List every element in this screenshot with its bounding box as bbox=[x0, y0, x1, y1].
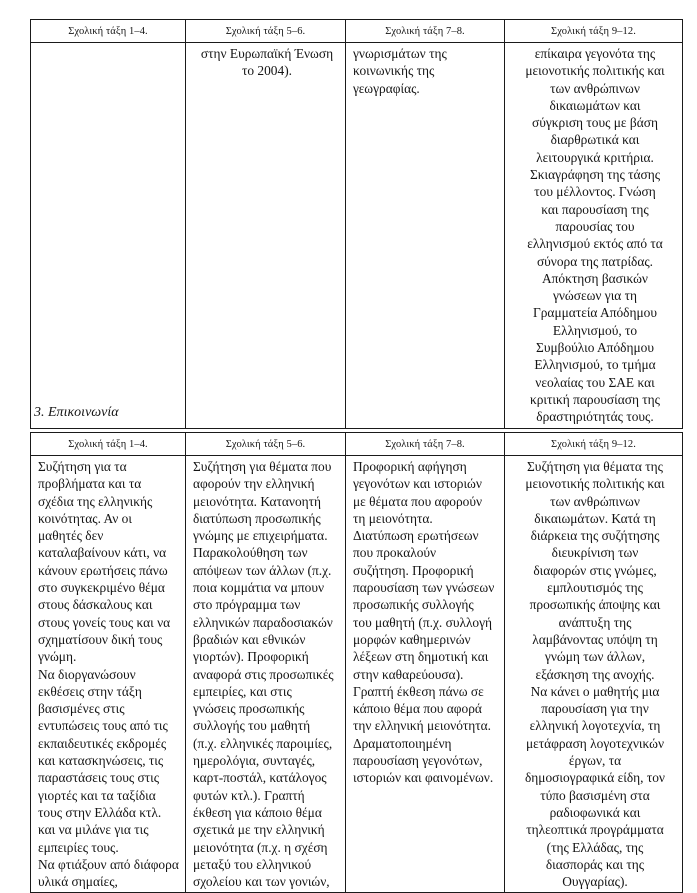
cell-line: του μέλλοντος. Γνώση bbox=[534, 184, 656, 200]
cell-line: συζήτηση. Προφορική bbox=[353, 562, 474, 578]
cell-line: διαρθρωτικά και bbox=[550, 132, 640, 148]
cell-line: δικαιωμάτων. Κατά τη bbox=[534, 510, 656, 526]
cell-line: σχέδια της ελληνικής bbox=[38, 493, 153, 509]
cell-line: δραστηριότητάς τους. bbox=[536, 409, 654, 425]
cell-line: γιορτές και τα ταξίδια bbox=[38, 787, 156, 803]
cell-line: μορφών καθημερινών bbox=[353, 631, 471, 647]
cell-line: εμπειρίες, και στις bbox=[193, 683, 292, 699]
cell-line: τύπο βασισμένη στα bbox=[540, 787, 650, 803]
cell-line: εμπλουτισμός της bbox=[547, 580, 643, 596]
cell-line: Συμβούλιο Απόδημου bbox=[536, 340, 654, 356]
column-header-grade-1-4: Σχολική τάξη 1–4. bbox=[31, 433, 186, 456]
cell-line: Να διοργανώσουν bbox=[38, 666, 136, 682]
cell-grade-9-12 bbox=[505, 456, 682, 892]
cell-line: απόψεων των άλλων (π.χ. bbox=[193, 562, 332, 578]
cell-line: δημοσιογραφικά είδη, τον bbox=[524, 770, 665, 786]
cell-line: που προκαλούν bbox=[353, 545, 437, 561]
cell-line: διατύπωση προσωπικής bbox=[193, 510, 321, 526]
cell-line: λαμβάνοντας υπόψη τη bbox=[532, 631, 658, 647]
cell-line: και παρουσίαση της bbox=[541, 201, 649, 217]
cell-line: εμπειρίες τους. bbox=[38, 839, 119, 855]
cell-line: εκπαιδευτικές εκδρομές bbox=[38, 735, 167, 751]
cell-line: στο πρόγραμμα των bbox=[193, 597, 301, 613]
cell-line: μαθητές δεν bbox=[38, 528, 104, 544]
cell-line: Σκιαγράφηση της τάσης bbox=[529, 167, 661, 183]
cell-line: Γραμματεία Απόδημου bbox=[533, 305, 657, 321]
cell-line: λέξεων στη δημοτική και bbox=[353, 649, 489, 665]
table-row bbox=[31, 43, 683, 429]
cell-line: ποια κομμάτια να μπουν bbox=[193, 580, 325, 596]
cell-line: φυτών κτλ.). Γραπτή bbox=[193, 787, 305, 803]
table-row bbox=[31, 456, 683, 893]
cell-line: και κατασκηνώσεις, τις bbox=[38, 753, 164, 769]
column-header-grade-9-12: Σχολική τάξη 9–12. bbox=[505, 20, 683, 43]
cell-grade-1-4 bbox=[31, 43, 185, 47]
cell-line: γνώμης με επιχειρήματα. bbox=[193, 528, 328, 544]
cell-line: μειονοτικής πολιτικής και bbox=[525, 476, 665, 492]
cell-line: γνωρισμάτων της bbox=[353, 46, 447, 61]
cell-line: εξάσκηση της ανοχής. bbox=[535, 666, 655, 682]
cell-line: ιστοριών και φαινομένων. bbox=[353, 770, 494, 786]
column-header-grade-5-6: Σχολική τάξη 5–6. bbox=[186, 433, 346, 456]
cell-grade-9-12 bbox=[505, 43, 682, 428]
cell-line: συλλογής του μαθητή bbox=[193, 718, 311, 734]
cell-line: τους στην Ελλάδα κτλ. bbox=[38, 804, 162, 820]
cell-line: των ανθρώπινων bbox=[550, 493, 640, 509]
cell-line: προσωπικής άποψης και bbox=[529, 597, 661, 613]
cell-line: γνώμη των άλλων, bbox=[544, 649, 646, 665]
cell-line: κοινωνικής της bbox=[353, 63, 435, 79]
cell-line: έκθεση για κάποιο θέμα bbox=[193, 804, 322, 820]
cell-line: μειονοτικής πολιτικής και bbox=[525, 63, 665, 79]
cell-line: μετάφραση λογοτεχνικών bbox=[525, 735, 665, 751]
cell-line: ανάπτυξη της bbox=[558, 614, 632, 630]
cell-line: τη μειονότητα. bbox=[353, 510, 433, 526]
cell-line: Δραματοποιημένη bbox=[353, 735, 452, 751]
cell-line: κριτική παρουσίαση της bbox=[530, 391, 660, 407]
cell-line: σχηματίσουν δική τους bbox=[38, 631, 163, 647]
cell-line: στους γονείς τους και να bbox=[38, 614, 171, 630]
cell-line: ημερολόγια, συνταγές, bbox=[193, 753, 316, 769]
cell-line: των ανθρώπινων bbox=[550, 80, 640, 96]
cell-line: μεταξύ του ελληνικού bbox=[193, 856, 312, 872]
cell-line: του μαθητή (π.χ. συλλογή bbox=[353, 614, 493, 630]
cell-line: γιορτών). Προφορική bbox=[193, 649, 309, 665]
cell-line: Γραπτή έκθεση πάνω σε bbox=[353, 683, 484, 699]
cell-line: μειονότητα. Κατανοητή bbox=[193, 493, 322, 509]
cell-line: Ουγγαρίας). bbox=[562, 874, 628, 890]
cell-line: καταλαβαίνουν κάτι, να bbox=[38, 545, 167, 561]
cell-line: σχετικά με την ελληνική bbox=[193, 822, 325, 838]
cell-line: παρουσίαση για την bbox=[541, 701, 649, 717]
cell-line: μειονότητα (π.χ. η σχέση bbox=[193, 839, 328, 855]
cell-line: σύγκριση τους με βάση bbox=[532, 115, 658, 131]
cell-line: αφορούν την ελληνική bbox=[193, 476, 315, 492]
cell-line: στους δάσκαλους και bbox=[38, 597, 153, 613]
cell-line: παραστάσεις τους στις bbox=[38, 770, 160, 786]
section-number: 3. bbox=[34, 405, 45, 420]
cell-line: παρουσίαση γεγονότων, bbox=[353, 753, 483, 769]
curriculum-table-continued bbox=[30, 19, 683, 429]
cell-line: την ελληνική μειονότητα. bbox=[353, 718, 492, 734]
cell-line: και να μιλάνε για τις bbox=[38, 822, 149, 838]
cell-line: ελληνισμού εκτός από τα bbox=[527, 236, 663, 252]
cell-line: δικαιωμάτων και bbox=[549, 97, 641, 113]
cell-line: καρτ-ποστάλ, κατάλογος bbox=[193, 770, 327, 786]
column-header-grade-5-6: Σχολική τάξη 5–6. bbox=[186, 20, 346, 43]
cell-line: στην καθαρεύουσα). bbox=[353, 666, 464, 682]
cell-grade-5-6 bbox=[186, 456, 345, 892]
cell-line: γνώσεις προσωπικής bbox=[193, 701, 305, 717]
cell-line: Παρακολούθηση των bbox=[193, 545, 308, 561]
cell-line: υλικά σημαίες, bbox=[38, 874, 118, 890]
cell-line: ελληνικών παραδοσιακών bbox=[193, 614, 333, 630]
cell-line: ελληνική λογοτεχνία, τη bbox=[529, 718, 661, 734]
cell-line: Να κάνει ο μαθητής μια bbox=[530, 683, 660, 699]
cell-line: εντυπώσεις τους από τις bbox=[38, 718, 168, 734]
cell-line: παρουσίαση των γνώσεων bbox=[353, 580, 495, 596]
cell-grade-7-8 bbox=[346, 456, 504, 789]
cell-line: παρουσίας του bbox=[555, 218, 635, 234]
cell-line: γνώμη. bbox=[38, 649, 77, 665]
column-header-grade-7-8: Σχολική τάξη 7–8. bbox=[346, 20, 505, 43]
column-header-grade-1-4: Σχολική τάξη 1–4. bbox=[31, 20, 186, 43]
cell-line: στην Ευρωπαϊκή Ένωση bbox=[200, 46, 334, 61]
cell-line: γεγονότων και ιστοριών bbox=[353, 476, 482, 492]
cell-line: κάποιο θέμα που αφορά bbox=[353, 701, 482, 717]
cell-line: διευκρίνιση των bbox=[551, 545, 639, 561]
cell-line: νεολαίας του ΣΑΕ και bbox=[535, 374, 655, 390]
cell-grade-1-4 bbox=[31, 456, 185, 892]
cell-line: επίκαιρα γεγονότα της bbox=[534, 46, 656, 61]
section-title: Επικοινωνία bbox=[48, 405, 119, 420]
cell-line: κοινότητας. Αν οι bbox=[38, 510, 132, 526]
cell-line: διασποράς και της bbox=[545, 856, 645, 872]
cell-line: κάνουν ερωτήσεις πάνω bbox=[38, 562, 168, 578]
cell-grade-7-8 bbox=[346, 43, 504, 99]
cell-line: (π.χ. ελληνικές παροιμίες, bbox=[193, 735, 333, 751]
table-header-row bbox=[31, 20, 683, 43]
cell-line: στο συγκεκριμένο θέμα bbox=[38, 580, 165, 596]
cell-line: Να φτιάξουν από διάφορα bbox=[38, 856, 179, 872]
cell-line: διάρκεια της συζήτησης bbox=[530, 528, 660, 544]
cell-line: Ελληνισμού, το bbox=[552, 322, 638, 338]
cell-line: Απόκτηση βασικών bbox=[542, 270, 648, 286]
cell-line: προβλήματα και τα bbox=[38, 476, 142, 492]
cell-line: Διατύπωση ερωτήσεων bbox=[353, 528, 479, 544]
cell-line: Συζήτηση για θέματα της bbox=[527, 459, 663, 474]
cell-line: διαφορών στις γνώμες, bbox=[533, 562, 657, 578]
cell-line: Συζήτηση για θέματα που bbox=[193, 459, 332, 474]
cell-grade-5-6 bbox=[186, 43, 345, 82]
cell-line: προσωπικής συλλογής bbox=[353, 597, 474, 613]
cell-line: ραδιοφωνικά και bbox=[549, 804, 641, 820]
section-heading bbox=[34, 405, 119, 421]
cell-line: Προφορική αφήγηση bbox=[353, 459, 467, 474]
cell-line: γνώσεων για τη bbox=[552, 288, 638, 304]
column-header-grade-9-12: Σχολική τάξη 9–12. bbox=[505, 433, 683, 456]
cell-line: έργων, τα bbox=[568, 753, 622, 769]
cell-line: εκθέσεις στην τάξη bbox=[38, 683, 142, 699]
cell-line: αναφορά στις προσωπικές bbox=[193, 666, 334, 682]
cell-line: Ελληνισμού, το τμήμα bbox=[534, 357, 656, 373]
cell-line: λειτουργικά κριτήρια. bbox=[536, 149, 654, 165]
cell-line: βασισμένες στις bbox=[38, 701, 125, 717]
cell-line: Συζήτηση για τα bbox=[38, 459, 127, 474]
table-header-row bbox=[31, 433, 683, 456]
cell-line: (της Ελλάδας, της bbox=[546, 839, 644, 855]
cell-line: βραδιών και εθνικών bbox=[193, 631, 306, 647]
cell-line: με θέματα που αφορούν bbox=[353, 493, 483, 509]
cell-line: το 2004). bbox=[241, 63, 292, 79]
cell-line: σύνορα της πατρίδας. bbox=[536, 253, 654, 269]
column-header-grade-7-8: Σχολική τάξη 7–8. bbox=[346, 433, 505, 456]
communication-table bbox=[30, 432, 683, 893]
cell-line: γεωγραφίας. bbox=[353, 80, 420, 96]
cell-line: σχολείου και των γονιών, bbox=[193, 874, 330, 890]
cell-line: τηλεοπτικά προγράμματα bbox=[526, 822, 664, 838]
